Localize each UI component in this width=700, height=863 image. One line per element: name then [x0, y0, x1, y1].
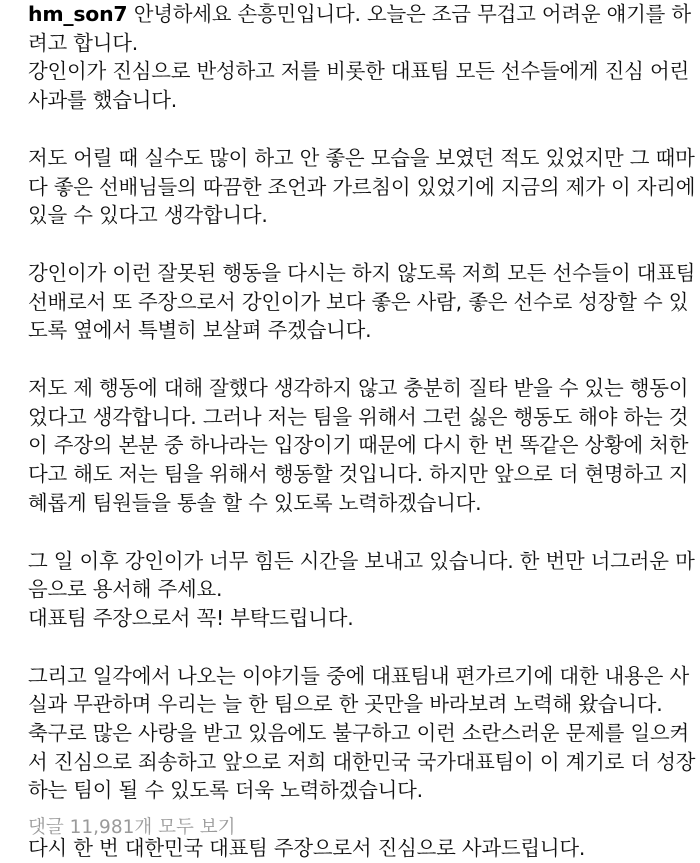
caption-paragraph-6	[28, 662, 696, 806]
username-link[interactable]: hm_son7	[28, 2, 128, 26]
caption-line: 저도 어릴 때 실수도 많이 하고 안 좋은 모습을 보였던 적도 있었지만 그 때마	[28, 145, 695, 170]
caption-paragraph-3	[28, 259, 696, 345]
caption-line: 대표팀 주장으로서 꼭! 부탁드립니다.	[28, 605, 354, 630]
caption-line: 다 좋은 선배님들의 따끔한 조언과 가르침이 있었기에 지금의 제가 이 자리에	[28, 174, 696, 199]
caption-line: 서 진심으로 죄송하고 앞으로 저희 대한민국 국가대표팀이 이 계기로 더 성장	[28, 749, 696, 774]
caption-line-text: 안녕하세요 손흥민입니다. 오늘은 조금 무겁고 어려운 얘기를 하	[133, 2, 691, 26]
caption-paragraph-1	[28, 0, 691, 115]
caption-line: 혜롭게 팀원들을 통솔 할 수 있도록 노력하겠습니다.	[28, 490, 482, 515]
caption-line: 려고 합니다.	[28, 30, 139, 55]
caption-line: 그 일 이후 강인이가 너무 힘든 시간을 보내고 있습니다. 한 번만 너그러운 마	[28, 548, 695, 573]
caption-line	[28, 0, 691, 29]
caption-line: 선배로서 또 주장으로서 강인이가 보다 좋은 사람, 좋은 선수로 성장할 수 있	[28, 289, 689, 314]
caption-line: 하는 팀이 될 수 있도록 더욱 노력하겠습니다.	[28, 778, 423, 803]
caption-line: 축구로 많은 사랑을 받고 있음에도 불구하고 이런 소란스러운 문제를 일으켜	[28, 721, 689, 746]
caption-line: 실과 무관하며 우리는 늘 한 팀으로 한 곳만을 바라보려 노력해 왔습니다.	[28, 692, 663, 717]
caption-line: 저도 제 행동에 대해 잘했다 생각하지 않고 충분히 질타 받을 수 있는 행동이	[28, 376, 689, 401]
caption-line: 있을 수 있다고 생각합니다.	[28, 203, 268, 228]
view-all-comments-link[interactable]: 댓글 11,981개 모두 보기	[28, 817, 236, 838]
caption-line: 음으로 용서해 주세요.	[28, 577, 223, 602]
caption-line: 그리고 일각에서 나오는 이야기들 중에 대표팀내 편가르기에 대한 내용은 사	[28, 663, 689, 688]
caption-line: 었다고 생각합니다. 그러나 저는 팀을 위해서 그런 싫은 행동도 해야 하는 것	[28, 404, 689, 429]
caption-line: 강인이가 진심으로 반성하고 저를 비롯한 대표팀 모든 선수들에게 진심 어린	[28, 59, 689, 84]
caption-line: 이 주장의 본분 중 하나라는 입장이기 때문에 다시 한 번 똑같은 상황에 처한	[28, 433, 689, 458]
caption-line: 도록 옆에서 특별히 보살펴 주겠습니다.	[28, 318, 372, 343]
caption-line: 강인이가 이런 잘못된 행동을 다시는 하지 않도록 저희 모든 선수들이 대표팀	[28, 260, 696, 285]
caption-paragraph-5	[28, 547, 695, 633]
post-caption	[28, 0, 696, 863]
caption-line: 사과를 했습니다.	[28, 88, 178, 113]
caption-paragraph-2	[28, 144, 696, 230]
caption-paragraph-4	[28, 374, 689, 518]
caption-line: 다시 한 번 대한민국 대표팀 주장으로서 진심으로 사과드립니다.	[28, 836, 586, 861]
caption-line: 다고 해도 저는 팀을 위해서 행동할 것입니다. 하지만 앞으로 더 현명하고 지	[28, 462, 689, 487]
